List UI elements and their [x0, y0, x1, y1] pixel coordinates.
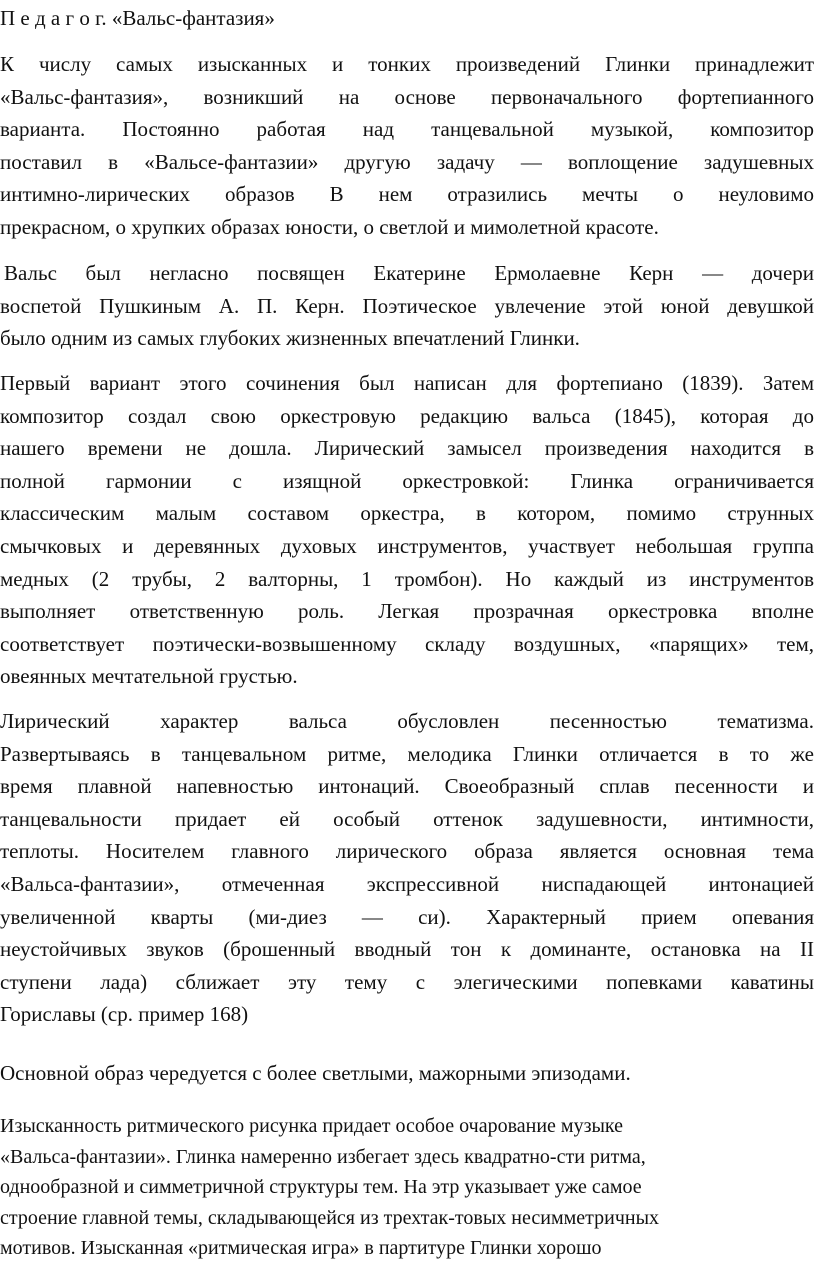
text-line: строение главной темы, складывающейся из трехтак-товых несимметричных: [0, 1206, 660, 1229]
text-line: интимно-лирических образов В нем отразились мечты о неуловимо: [0, 182, 814, 207]
paragraph-6: [0, 1111, 814, 1264]
text-line: «Вальса-фантазии», отмеченная экспрессивной ниспадающей интонацией: [0, 871, 814, 896]
text-line: Первый вариант этого сочинения был написан для фортепиано (1839). Затем: [0, 371, 814, 395]
text-line: увеличенной кварты (ми-диез — си). Характерный прием опевания: [0, 904, 814, 929]
text-line: Изысканность ритмического рисунка придает особое очарование музыке: [0, 1115, 624, 1137]
paragraph-5: [0, 1057, 814, 1089]
text-line: композитор создал свою оркестровую редакцию вальса (1845), которая до: [0, 403, 814, 428]
text-line: овеянных мечтательной грустью.: [0, 664, 298, 689]
text-line: «Вальса-фантазии». Глинка намеренно избегает здесь квадратно-сти ритма,: [0, 1145, 646, 1168]
text-line: Развертываясь в танцевальном ритме, мелодика Глинки отличается в то же: [0, 741, 814, 766]
text-line: поставил в «Вальсе-фантазии» другую задачу — воплощение задушевных: [0, 149, 814, 174]
text-line: неустойчивых звуков (брошенный вводный тон к доминанте, остановка на II: [0, 937, 814, 962]
text-line: К числу самых изысканных и тонких произведений Глинки принадлежит: [0, 52, 814, 76]
text-line: нашего времени не дошла. Лирический замысел произведения находится в: [0, 436, 814, 461]
text-line: Гориславы (ср. пример 168): [0, 1002, 249, 1027]
paragraph-2: [0, 257, 814, 355]
text-line: медных (2 трубы, 2 валторны, 1 тромбон). Но каждый из инструментов: [0, 566, 814, 591]
text-line: было одним из самых глубоких жизненных впечатлений Глинки.: [0, 326, 580, 351]
paragraph-1: [0, 48, 814, 244]
text-line: полной гармонии с изящной оркестровкой: Глинка ограничивается: [0, 468, 814, 493]
text-line: соответствует поэтически-возвышенному складу воздушных, «парящих» тем,: [0, 631, 814, 656]
document-title: П е д а г о г. «Вальс-фантазия»: [0, 6, 275, 30]
text-line: Основной образ чередуется с более светлыми, мажорными эпизодами.: [0, 1061, 631, 1085]
text-line: ступени лада) сближает эту тему с элегическими попевками каватины: [0, 969, 814, 994]
text-line: танцевальности придает ей особый оттенок задушевности, интимности,: [0, 806, 814, 831]
text-line: время плавной напевностью интонаций. Своеобразный сплав песенности и: [0, 774, 814, 799]
text-line: теплоты. Носителем главного лирического образа является основная тема: [0, 839, 814, 864]
text-line: смычковых и деревянных духовых инструментов, участвует небольшая группа: [0, 533, 814, 558]
paragraph-4: [0, 705, 814, 1031]
text-line: однообразной и симметричной структуры тем. На этр указывает уже самое: [0, 1176, 642, 1198]
text-line: выполняет ответственную роль. Легкая прозрачная оркестровка вполне: [0, 599, 814, 624]
text-line: мотивов. Изысканная «ритмическая игра» в партитуре Глинки хорошо: [0, 1237, 602, 1259]
text-line: варианта. Постоянно работая над танцевальной музыкой, композитор: [0, 117, 814, 142]
text-line: Вальс был негласно посвящен Екатерине Ермолаевне Керн — дочери: [4, 261, 814, 285]
text-line: воспетой Пушкиным А. П. Керн. Поэтическое увлечение этой юной девушкой: [0, 293, 814, 318]
text-line: «Вальс-фантазия», возникший на основе первоначального фортепианного: [0, 84, 814, 109]
text-line: Лирический характер вальса обусловлен песенностью тематизма.: [0, 709, 814, 733]
text-line: прекрасном, о хрупких образах юности, о светлой и мимолетной красоте.: [0, 214, 659, 239]
paragraph-3: [0, 367, 814, 693]
text-line: классическим малым составом оркестра, в котором, помимо струнных: [0, 501, 814, 526]
